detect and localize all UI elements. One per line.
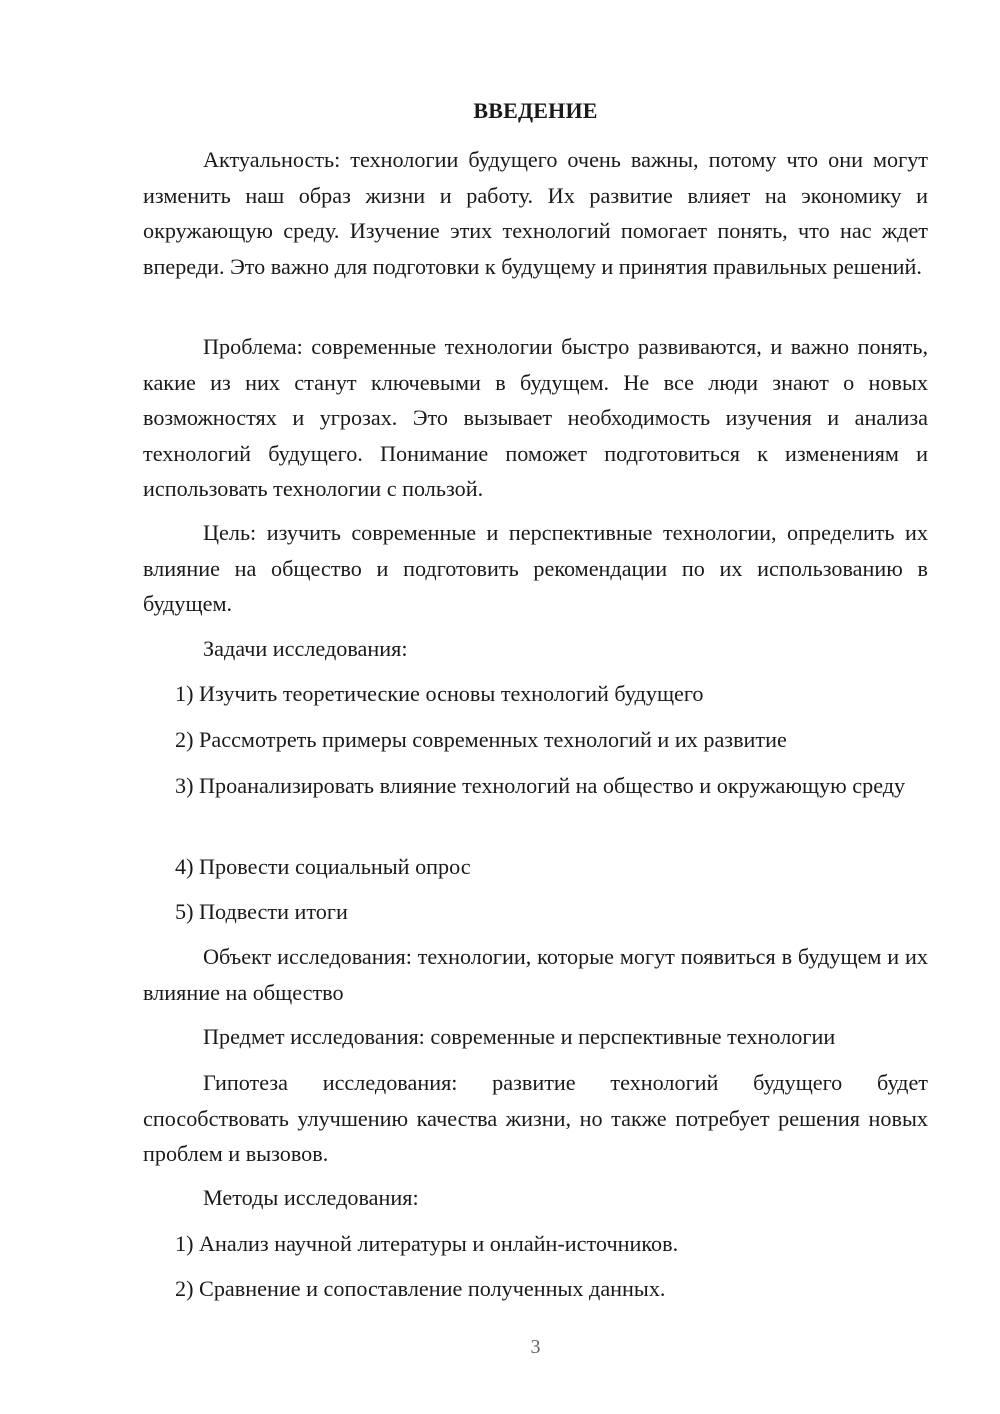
list-item-task-3: 3) Проанализировать влияние технологий на общество и окружающую среду [175, 773, 906, 798]
section-heading: ВВЕДЕНИЕ [473, 98, 598, 123]
document-page [143, 0, 928, 1414]
list-item-task-5: 5) Подвести итоги [175, 899, 348, 924]
paragraph-tasks-title: Задачи исследования: [203, 636, 408, 661]
paragraph-goal: Цель: изучить современные и перспективные технологии, определить их влияние на общество и подготовить рекомендации по их использованию в будущем. [143, 520, 928, 616]
paragraph-hypothesis: Гипотеза исследования: развитие технологий будущего будет способствовать улучшению качества жизни, но также потребует решения новых проблем и вызовов. [143, 1070, 928, 1166]
page-number: 3 [530, 1336, 541, 1358]
paragraph-object: Объект исследования: технологии, которые могут появиться в будущем и их влияние на общество [143, 944, 928, 1005]
list-item-method-2: 2) Сравнение и сопоставление полученных данных. [175, 1276, 666, 1301]
paragraph-relevance: Актуальность: технологии будущего очень важны, потому что они могут изменить наш образ жизни и работу. Их развитие влияет на экономику и окружающую среду. Изучение этих технологий помогает понять, что нас ждет впереди. Это важно для подготовки к будущему и принятия правильных решений. [143, 147, 928, 279]
paragraph-methods-title: Методы исследования: [203, 1185, 419, 1210]
list-item-task-2: 2) Рассмотреть примеры современных технологий и их развитие [175, 727, 787, 752]
paragraph-subject: Предмет исследования: современные и перспективные технологии [203, 1024, 836, 1049]
paragraph-problem: Проблема: современные технологии быстро развиваются, и важно понять, какие из них станут ключевыми в будущем. Не все люди знают о новых возможностях и угрозах. Это вызывает необходимость изучения и анализа технологий будущего. Понимание поможет подготовиться к изменениям и использовать технологии с пользой. [143, 334, 928, 501]
list-item-method-1: 1) Анализ научной литературы и онлайн-источников. [175, 1231, 679, 1256]
list-item-task-4: 4) Провести социальный опрос [175, 854, 471, 879]
list-item-task-1: 1) Изучить теоретические основы технологий будущего [175, 681, 704, 706]
